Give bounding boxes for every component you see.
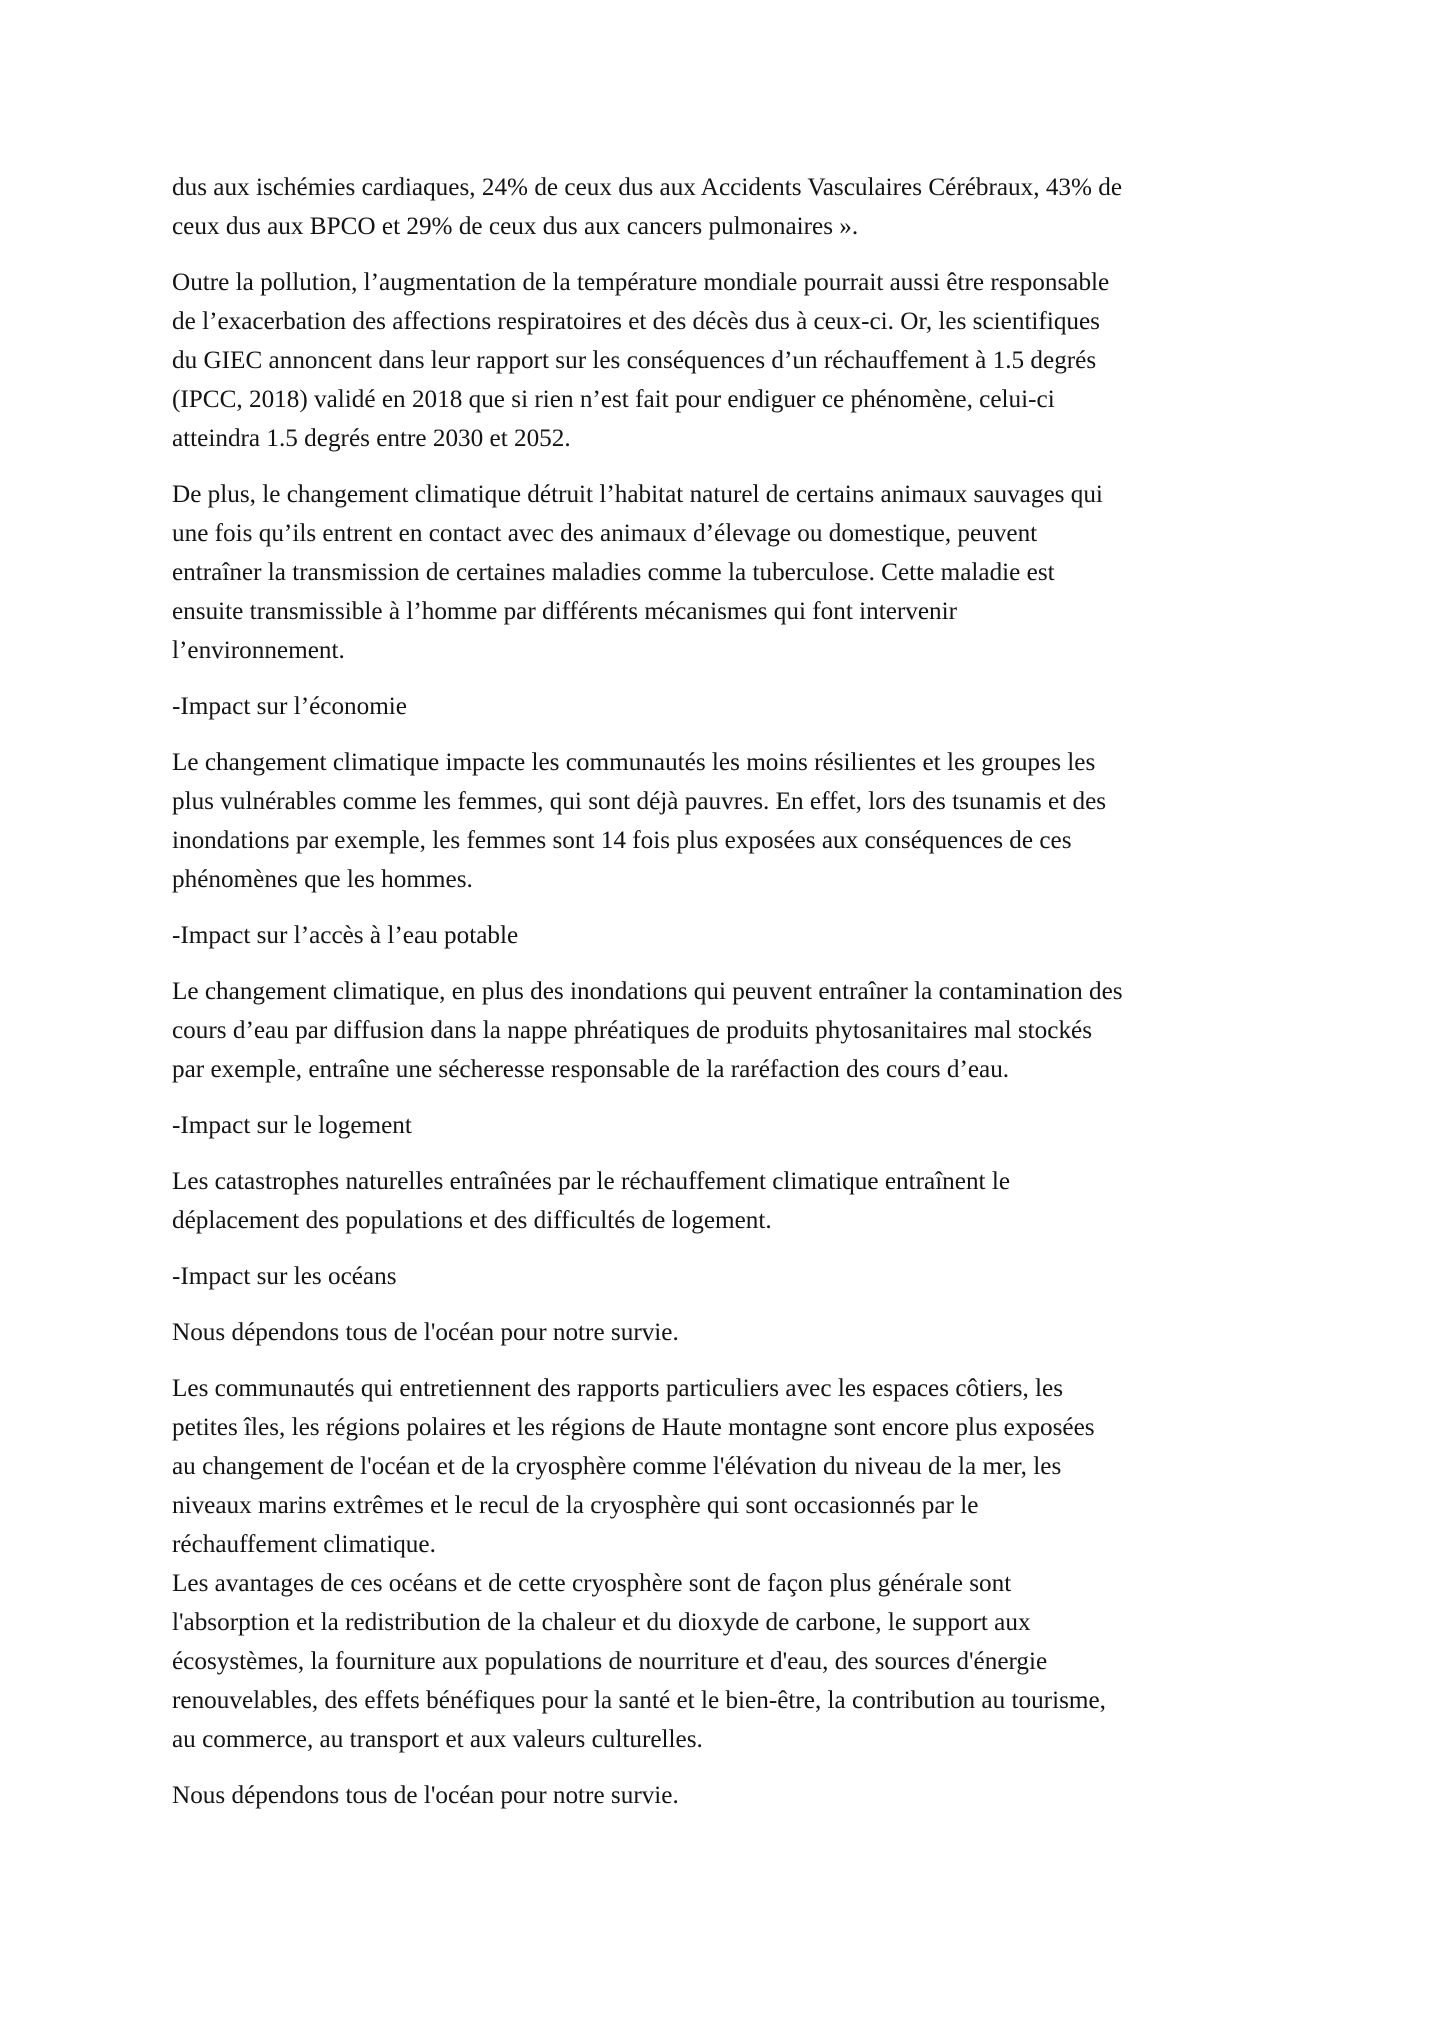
paragraph-ocean-survival: [172, 1313, 1292, 1352]
text-line: cours d’eau par diffusion dans la nappe phréatiques de produits phytosanitaires mal stockés: [172, 1017, 1093, 1044]
text-line: Les catastrophes naturelles entraînées par le réchauffement climatique entraînent le: [172, 1168, 1011, 1195]
text-line: du GIEC annoncent dans leur rapport sur les conséquences d’un réchauffement à 1.5 degrés: [172, 347, 1097, 374]
text-line: inondations par exemple, les femmes sont 14 fois plus exposées aux conséquences de ces: [172, 827, 1072, 854]
section-heading: -Impact sur les océans: [172, 1263, 397, 1290]
heading-impact-housing: [172, 1106, 1292, 1145]
section-heading: -Impact sur l’économie: [172, 693, 407, 720]
text-line: l’environnement.: [172, 637, 345, 664]
text-line: phénomènes que les hommes.: [172, 866, 473, 893]
text-line: dus aux ischémies cardiaques, 24% de ceux dus aux Accidents Vasculaires Cérébraux, 43% de: [172, 174, 1123, 201]
paragraph-ocean-survival-repeat: [172, 1776, 1292, 1815]
text-line: ensuite transmissible à l’homme par différents mécanismes qui font intervenir: [172, 598, 958, 625]
paragraph-water: [172, 972, 1292, 1089]
text-line: déplacement des populations et des difficultés de logement.: [172, 1207, 772, 1234]
text-line: réchauffement climatique.: [172, 1531, 436, 1558]
text-line: plus vulnérables comme les femmes, qui sont déjà pauvres. En effet, lors des tsunamis et des: [172, 788, 1107, 815]
text-line: Nous dépendons tous de l'océan pour notre survie.: [172, 1782, 679, 1809]
text-line: ceux dus aux BPCO et 29% de ceux dus aux cancers pulmonaires ».: [172, 213, 859, 240]
paragraph-coastal-communities: [172, 1369, 1292, 1564]
text-line: Nous dépendons tous de l'océan pour notre survie.: [172, 1319, 679, 1346]
text-line: atteindra 1.5 degrés entre 2030 et 2052.: [172, 425, 571, 452]
text-line: Outre la pollution, l’augmentation de la température mondiale pourrait aussi être responsable: [172, 269, 1110, 296]
text-line: par exemple, entraîne une sécheresse responsable de la raréfaction des cours d’eau.: [172, 1056, 1010, 1083]
text-line: renouvelables, des effets bénéfiques pour la santé et le bien-être, la contribution au tourisme,: [172, 1687, 1106, 1714]
text-line: de l’exacerbation des affections respiratoires et des décès dus à ceux-ci. Or, les scientifiques: [172, 308, 1100, 335]
text-line: Le changement climatique, en plus des inondations qui peuvent entraîner la contamination des: [172, 978, 1123, 1005]
heading-impact-water: [172, 916, 1292, 955]
paragraph-temperature: [172, 263, 1292, 458]
document-body: [172, 168, 1292, 1832]
text-line: De plus, le changement climatique détruit l’habitat naturel de certains animaux sauvages qui: [172, 481, 1103, 508]
section-heading: -Impact sur l’accès à l’eau potable: [172, 922, 519, 949]
paragraph-habitat: [172, 475, 1292, 670]
text-line: (IPCC, 2018) validé en 2018 que si rien n’est fait pour endiguer ce phénomène, celui-ci: [172, 386, 1055, 413]
text-line: Les avantages de ces océans et de cette cryosphère sont de façon plus générale sont: [172, 1570, 1012, 1597]
text-line: écosystèmes, la fourniture aux populations de nourriture et d'eau, des sources d'énergie: [172, 1648, 1048, 1675]
paragraph-economy: [172, 743, 1292, 899]
paragraph-ocean-benefits: [172, 1564, 1292, 1759]
heading-impact-oceans: [172, 1257, 1292, 1296]
text-line: au commerce, au transport et aux valeurs culturelles.: [172, 1726, 703, 1753]
paragraph-mortality-stats: [172, 168, 1292, 246]
text-line: entraîner la transmission de certaines maladies comme la tuberculose. Cette maladie est: [172, 559, 1055, 586]
text-line: une fois qu’ils entrent en contact avec des animaux d’élevage ou domestique, peuvent: [172, 520, 1038, 547]
text-line: Les communautés qui entretiennent des rapports particuliers avec les espaces côtiers, les: [172, 1375, 1064, 1402]
text-line: l'absorption et la redistribution de la chaleur et du dioxyde de carbone, le support aux: [172, 1609, 1031, 1636]
text-line: au changement de l'océan et de la cryosphère comme l'élévation du niveau de la mer, les: [172, 1453, 1062, 1480]
text-line: petites îles, les régions polaires et les régions de Haute montagne sont encore plus exposées: [172, 1414, 1095, 1441]
heading-impact-economy: [172, 687, 1292, 726]
paragraph-housing: [172, 1162, 1292, 1240]
section-heading: -Impact sur le logement: [172, 1112, 412, 1139]
text-line: Le changement climatique impacte les communautés les moins résilientes et les groupes les: [172, 749, 1096, 776]
text-line: niveaux marins extrêmes et le recul de la cryosphère qui sont occasionnés par le: [172, 1492, 979, 1519]
